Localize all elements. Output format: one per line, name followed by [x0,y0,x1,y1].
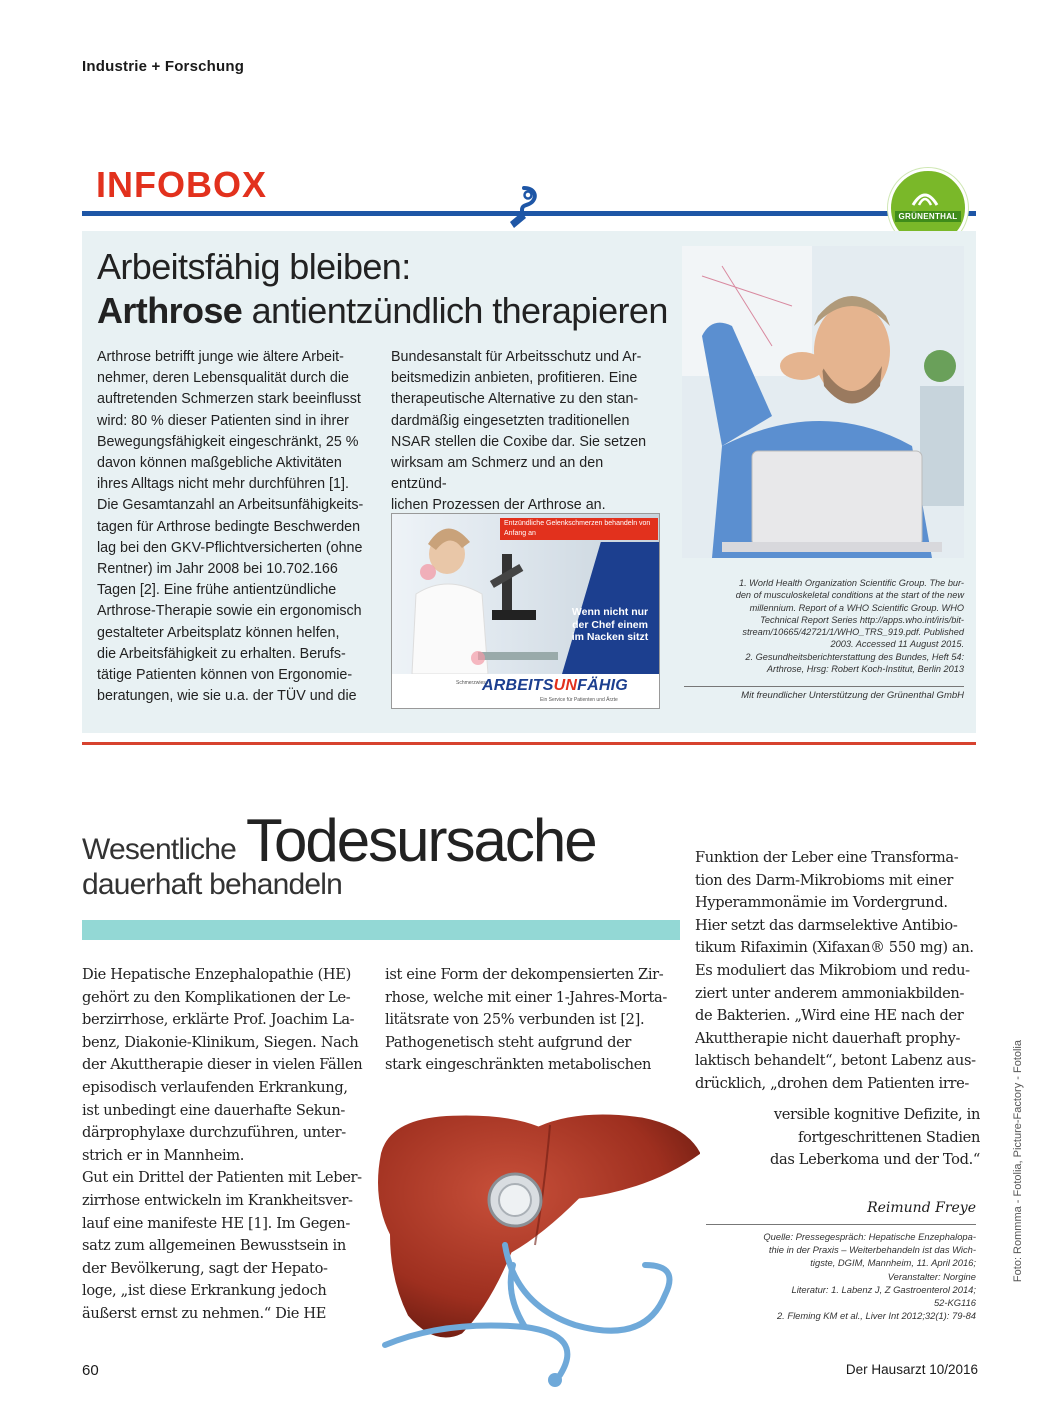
ad-brand-crossed: UN [553,677,578,694]
text-line: beratungen, wie sie u.a. der TÜV und die [97,688,357,705]
text-line: versible kognitive Defizite, in [773,1106,980,1123]
section-label: Industrie + Forschung [82,58,245,75]
article-headline-word-1: Wesentliche [82,833,237,866]
infobox-headline [97,245,668,333]
text-line: Bewegungsfähigkeit eingeschränkt, 25 % [97,433,359,450]
text-line: Hyperammonämie im Vordergrund. [695,894,948,912]
reference-line: Arthrose, Hrsg: Robert Koch-Institut, Berlin 2013 [766,664,964,675]
text-line: episodisch verlaufenden Erkrankung, [82,1078,348,1096]
infobox-references [684,577,964,675]
text-line: benz, Diakonie-Klinikum, Siegen. Nach [82,1033,359,1051]
reference-line: millennium. Report of a WHO Scientific Group. WHO [749,602,964,613]
headline-bold: Arthrose [97,290,243,331]
text-line: beitsmedizin anbieten, profitieren. Eine [391,370,638,387]
reference-line: stream/10665/42721/1/WHO_TRS_919.pdf. Published [742,627,964,638]
text-line: Hier setzt das darmselektive Antibio- [695,916,958,934]
ad-brand-part: ARBEITS [482,677,554,694]
divider [706,1224,976,1225]
publication-issue: Der Hausarzt 10/2016 [845,1362,978,1377]
text-line: Die Hepatische Enzephalopathie (HE) [82,966,351,983]
text-line: Gut ein Drittel der Patienten mit Leber- [82,1169,362,1187]
text-line: lag bei den GKV-Pflichtversicherten (ohne [97,539,363,556]
ad-brand-part: FÄHIG [577,677,628,694]
text-line: Es moduliert das Mikrobiom und redu- [695,961,970,979]
ad-image [391,513,660,709]
text-line: Akuttherapie nicht dauerhaft prophy- [695,1029,961,1047]
source-line: Literatur: 1. Labenz J, Z Gastroenterol 2014; [791,1283,976,1295]
text-line: gestalteter Arbeitsplatz können helfen, [97,624,340,641]
text-line: äußerst ernst zu nehmen.“ Die HE [82,1304,327,1322]
text-line: ist eine Form der dekompensierten Zir- [385,966,664,983]
headline-line-2 [97,289,668,333]
text-line: Funktion der Leber eine Transforma- [695,849,959,866]
infobox-photo-man-neck-pain [682,246,964,558]
text-line: tion des Darm-Mikrobioms mit einer [695,871,954,889]
text-line: die Arbeitsfähigkeit zu erhalten. Berufs- [97,645,346,662]
source-line: Quelle: Pressegespräch: Hepatische Enzephalopa- [763,1231,976,1242]
headline-accent-bar [82,920,680,940]
ad-small-text-right: Ein Service für Patienten und Ärzte [540,697,618,703]
text-line: Arthrose-Therapie sowie ein ergonomisch [97,603,362,620]
reference-line: Technical Report Series http://apps.who.int/iris/bit- [760,614,964,625]
article-headline-main: Todesursache [246,807,596,874]
text-line: tagen für Arthrose bedingte Beschwerden [97,518,361,535]
text-line: davon können maßgebliche Aktivitäten [97,455,342,472]
text-line: de Bakterien. „Wird eine HE nach der [695,1007,964,1025]
ad-small-text-left: Schmerzwiese [456,680,489,686]
reference-line: den of musculoskeletal conditions at the start of the new [735,590,964,601]
source-line: tigste, DGIM, Mannheim, 11. April 2016; [810,1257,976,1269]
text-line: Die Gesamtanzahl an Arbeitsunfähigkeits- [97,497,364,514]
text-line: loge, „ist diese Erkrankung jedoch [82,1282,327,1300]
infobox-column-1 [97,347,369,707]
source-line: thie in der Praxis – Weiterbehandeln ist das Wich- [768,1244,976,1256]
ad-brand [482,677,628,695]
text-line: Bundesanstalt für Arbeitsschutz und Ar- [391,349,642,365]
article-author: Reimund Freye [867,1200,976,1216]
reference-line: 2003. Accessed 11 August 2015. [830,639,964,650]
text-line: Arthrose betrifft junge wie ältere Arbeit- [97,349,344,365]
text-line: laktisch behandelt“, betont Labenz aus- [695,1052,976,1070]
logo-wordmark: GRÜNENTHAL [895,211,961,222]
text-line: Pathogenetisch steht aufgrund der [385,1033,632,1051]
infobox-title: INFOBOX [96,164,268,205]
text-line: fortgeschrittenen Stadien [797,1128,980,1146]
article-sources [700,1230,976,1322]
text-line: ist unbedingt eine dauerhafte Sekun- [82,1101,345,1119]
text-line: nehmer, deren Lebensqualität durch die [97,370,349,387]
text-line: därprophylaxe durchzuführen, unter- [82,1124,346,1142]
text-line: tätige Patienten können von Ergonomie- [97,667,353,684]
text-line: NSAR stellen die Coxibe dar. Sie setzen [391,433,647,450]
article-column-3 [695,847,979,1096]
text-line: der Bevölkerung, sagt der Hepato- [82,1259,328,1277]
reference-line: 1. World Health Organization Scientific Group. The bur- [738,578,964,588]
text-line: rhose, welche mit einer 1-Jahres-Morta- [385,988,667,1006]
text-line: lichen Prozessen der Arthrose an. [391,497,606,514]
man-laptop-illustration-icon [682,246,964,558]
photo-credit [1012,1040,1030,1340]
liver-stethoscope-illustration [345,1095,700,1387]
text-line: drücklich, „drohen dem Patienten irre- [695,1074,969,1092]
text-line: wird: 80 % dieser Patienten sind in ihrer [97,412,349,429]
source-line: 52-KG116 [933,1297,976,1309]
text-line: Tagen [2]. Eine frühe antientzündliche [97,582,337,599]
text-line: lauf eine manifeste HE [1]. Im Gegen- [82,1214,350,1232]
article-column-3-indented [740,1104,980,1172]
headline-rest: antientzündlich therapieren [242,290,668,331]
text-line: stark eingeschränkten metabolischen [385,1056,652,1074]
text-line: zirrhose entwickeln im Krankheitsver- [82,1191,353,1209]
text-line: dardmäßig eingesetzten traditionellen [391,412,630,429]
connector-hook-icon [504,184,542,230]
article-headline-subline: dauerhaft behandeln [82,868,343,901]
infobox-column-2 [391,347,656,517]
text-line: litätsrate von 25% verbunden ist [2]. [385,1011,645,1029]
text-line: therapeutische Alternative zu den stan- [391,391,639,408]
text-line: gehört zu den Komplikationen der Le- [82,988,351,1006]
logo-emblem-icon [909,183,941,209]
text-line: das Leberkoma und der Tod.“ [769,1151,980,1169]
text-line: Rentner) im Jahr 2008 bei 10.702.166 [97,561,338,578]
ad-slogan: Wenn nicht nur der Chef einem im Nacken sitzt [571,606,649,643]
text-line: strich er in Mannheim. [82,1146,245,1164]
text-line: berzirrhose, erklärte Prof. Joachim La- [82,1011,355,1029]
text-line: auftretenden Schmerzen stark beeinflusst [97,391,361,408]
text-line: satz zum allgemeinen Bewusstsein in [82,1237,346,1255]
text-line: der Akuttherapie dieser in vielen Fällen [82,1056,363,1074]
source-line: Veranstalter: Norgine [887,1270,976,1282]
page-number: 60 [82,1362,99,1379]
ad-banner: Entzündliche Gelenkschmerzen behandeln von Anfang an [500,518,658,540]
photo-credit-text: Foto: Rommma - Fotolia, Picture-Factory - Fotolia [1012,1040,1024,1283]
headline-line-1: Arbeitsfähig bleiben: [97,246,411,287]
article-column-2 [385,964,675,1077]
text-line: ziert unter anderem ammoniakbilden- [695,984,965,1002]
source-line: 2. Fleming KM et al., Liver Int 2012;32(1): 79-84 [776,1310,976,1322]
section-divider [82,742,976,745]
infobox-thanks: Mit freundlicher Unterstützung der Grünenthal GmbH [741,690,964,701]
divider [684,686,964,687]
text-line: tikum Rifaximin (Xifaxan® 550 mg) an. [695,939,974,957]
text-line: wirksam am Schmerz und an den entzünd- [391,455,604,493]
article-column-1 [82,964,364,1326]
text-line: ihres Alltags nicht mehr durchführen [1]. [97,476,349,493]
reference-line: 2. Gesundheitsberichterstattung des Bundes, Heft 54: [745,651,964,662]
